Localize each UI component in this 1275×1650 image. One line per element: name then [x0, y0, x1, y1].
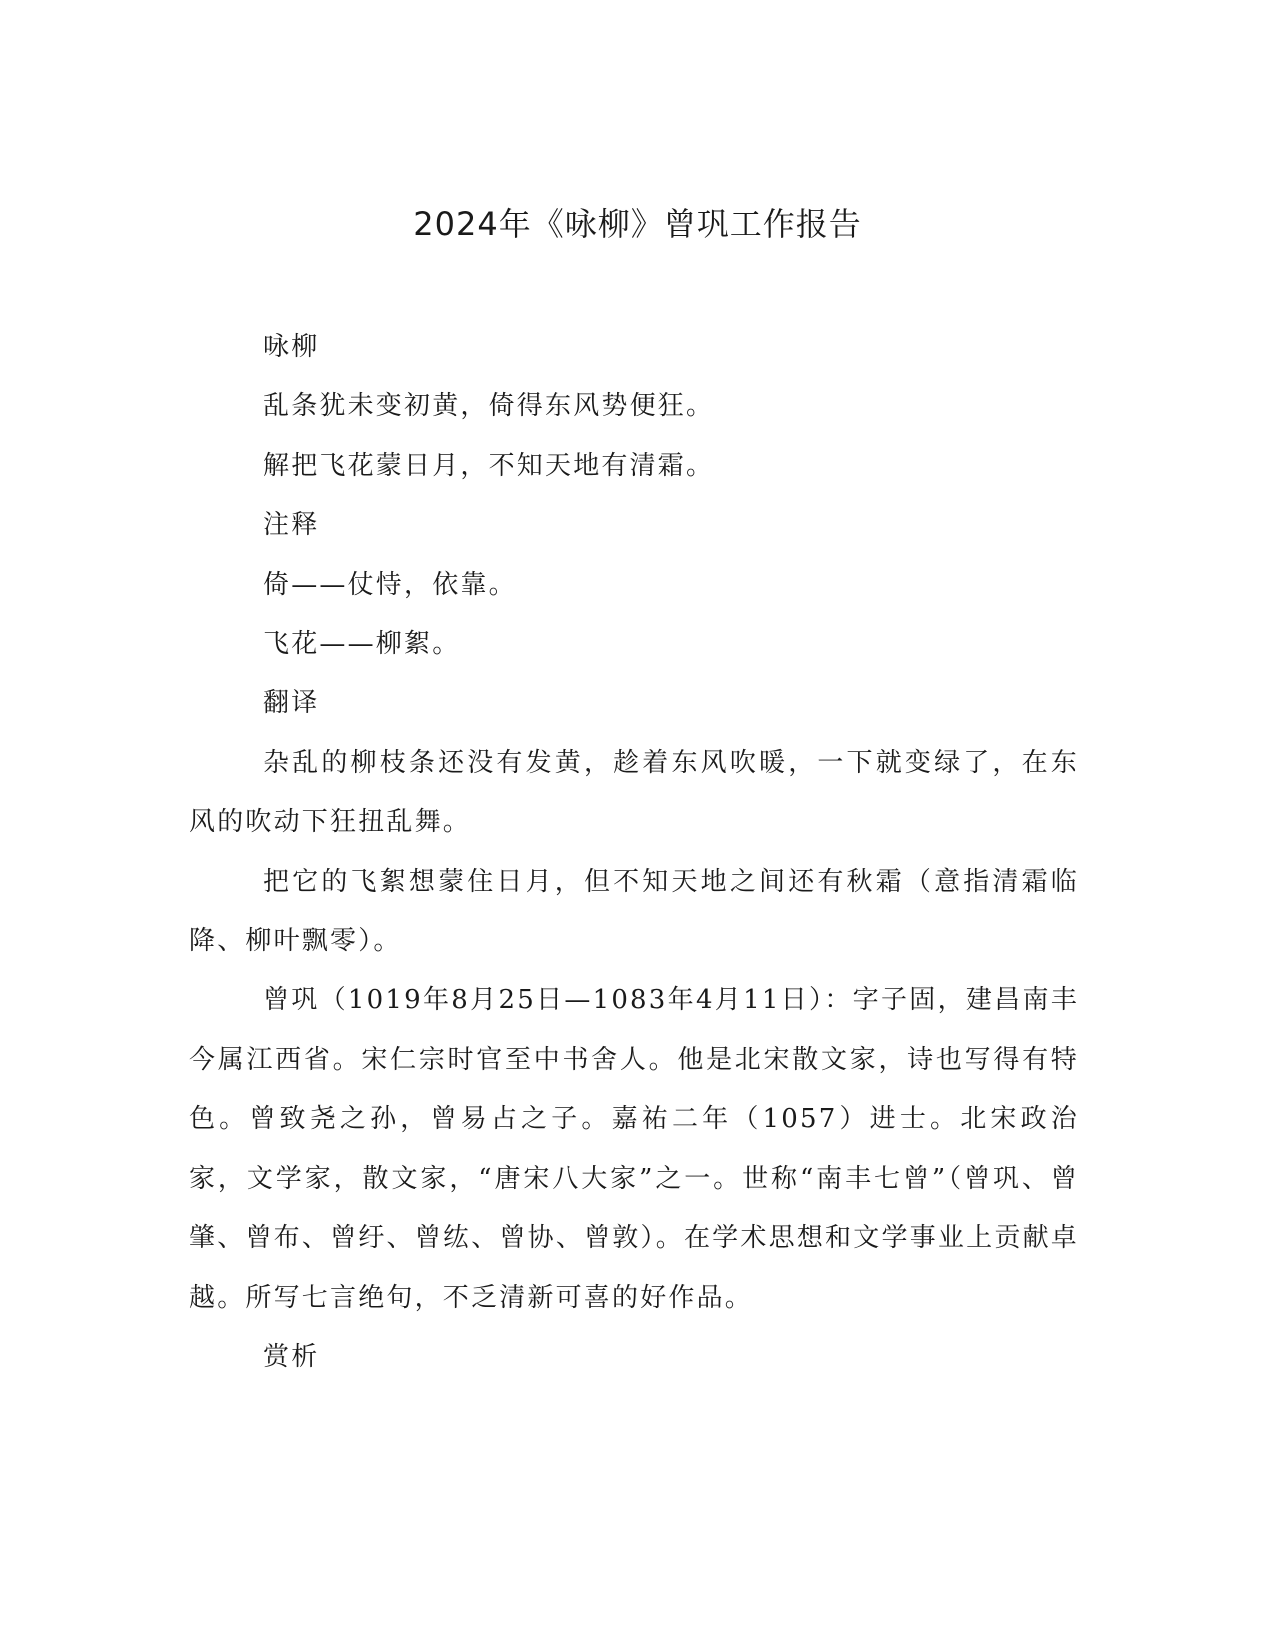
note-item: 倚——仗恃，依靠。 [263, 569, 517, 600]
section-heading-translation: 翻译 [263, 688, 320, 719]
translation-paragraph: 把它的飞絮想蒙住日月，但不知天地之间还有秋霜（意指清霜临降、柳叶飘零）。 [189, 866, 1079, 957]
document-body [189, 318, 1079, 1387]
section-heading-appreciation: 赏析 [263, 1341, 320, 1372]
translation-paragraph: 杂乱的柳枝条还没有发黄，趁着东风吹暖，一下就变绿了，在东风的吹动下狂扭乱舞。 [189, 747, 1079, 838]
section-heading-notes: 注释 [263, 510, 320, 541]
poem-title: 咏柳 [263, 332, 320, 362]
note-item: 飞花——柳絮。 [263, 629, 461, 660]
document-title: 2024年《咏柳》曾巩工作报告 [413, 205, 862, 243]
poem-line-1: 乱条犹未变初黄，倚得东风势便狂。 [263, 391, 715, 422]
poem-line-2: 解把飞花蒙日月，不知天地有清霜。 [263, 450, 715, 481]
author-bio-paragraph: 曾巩（1019年8月25日—1083年4月11日）：字子固，建昌南丰今属江西省。宋仁宗时官至中书舍人。他是北宋散文家，诗也写得有特色。曾致尧之孙，曾易占之子。嘉祐二年（1057）进士。北宋政治家，文学家，散文家，“唐宋八大家”之一。世称“南丰七曾”（曾巩、曾肇、曾布、曾纡、曾纮、曾协、曾敦）。在学术思想和文学事业上贡献卓越。所写七言绝句，不乏清新可喜的好作品。 [189, 985, 1079, 1313]
